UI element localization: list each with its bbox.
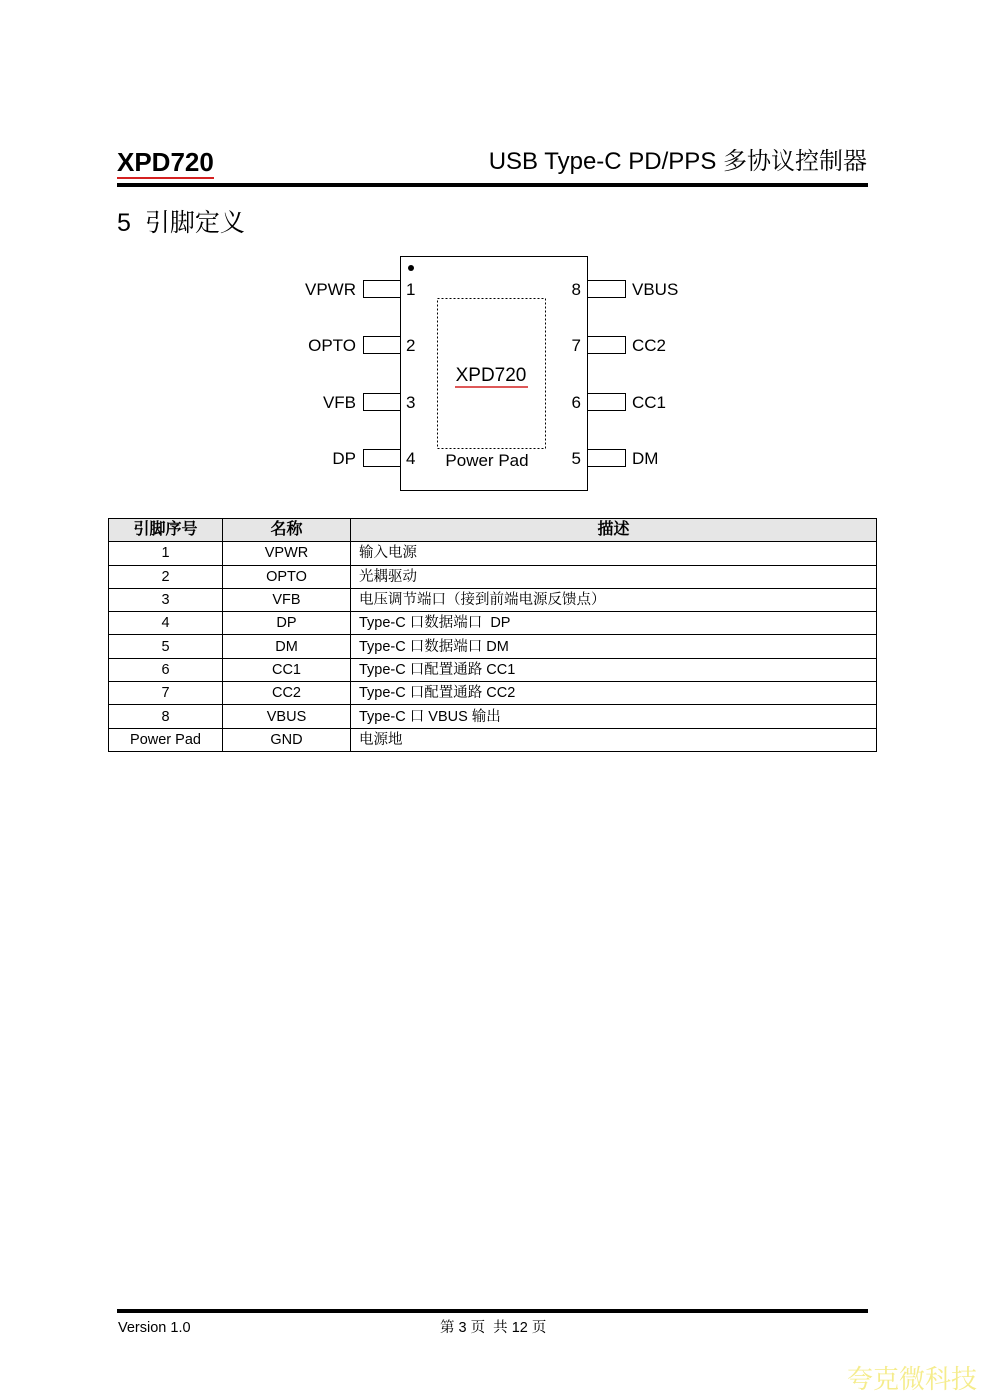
pin-name: CC1 bbox=[632, 393, 667, 412]
watermark: 夸克微科技 bbox=[846, 1364, 977, 1394]
pin-name-cell: VPWR bbox=[223, 542, 351, 565]
pin-description-cell: Type-C 口数据端口 DM bbox=[351, 635, 877, 658]
pin-number-cell: Power Pad bbox=[109, 728, 223, 751]
pin-name-cell: VBUS bbox=[223, 705, 351, 728]
table-row bbox=[109, 658, 877, 681]
pin-lead bbox=[364, 337, 401, 354]
pin-lead bbox=[588, 394, 626, 411]
pin-lead bbox=[588, 450, 626, 467]
table-row bbox=[109, 705, 877, 728]
pin-description-cell: 电源地 bbox=[351, 728, 877, 751]
table-row bbox=[109, 542, 877, 565]
pin-number: 1 bbox=[406, 280, 416, 299]
pin-description-cell: 电压调节端口（接到前端电源反馈点） bbox=[351, 588, 877, 611]
pin-name: DM bbox=[632, 449, 659, 468]
pin-number-cell: 7 bbox=[109, 682, 223, 705]
right-pin-8 bbox=[572, 280, 679, 299]
version-label: Version 1.0 bbox=[118, 1320, 191, 1336]
column-header-description: 描述 bbox=[351, 519, 877, 542]
power-pad-label: Power Pad bbox=[445, 451, 529, 470]
pin-lead bbox=[364, 394, 401, 411]
pin-number: 2 bbox=[406, 336, 416, 355]
table-header-row bbox=[109, 519, 877, 542]
pin-definition-table bbox=[108, 518, 877, 752]
table-row bbox=[109, 565, 877, 588]
pin1-marker-dot bbox=[408, 265, 414, 271]
pin-lead bbox=[588, 281, 626, 298]
pin-number-cell: 2 bbox=[109, 565, 223, 588]
pin-name-cell: DM bbox=[223, 635, 351, 658]
pin-description-cell: Type-C 口配置通路 CC1 bbox=[351, 658, 877, 681]
pin-description-cell: 光耦驱动 bbox=[351, 565, 877, 588]
left-pin-2 bbox=[308, 336, 415, 355]
pin-name: VFB bbox=[322, 393, 356, 412]
pin-number-cell: 6 bbox=[109, 658, 223, 681]
table-row bbox=[109, 635, 877, 658]
table-row bbox=[109, 588, 877, 611]
pin-name: DP bbox=[332, 449, 356, 468]
pin-name: VPWR bbox=[305, 280, 356, 299]
pin-number-cell: 8 bbox=[109, 705, 223, 728]
pin-description-cell: Type-C 口配置通路 CC2 bbox=[351, 682, 877, 705]
section-title: 引脚定义 bbox=[144, 209, 245, 237]
pin-lead bbox=[364, 281, 401, 298]
pin-description-cell: Type-C 口数据端口 DP bbox=[351, 612, 877, 635]
pin-number: 6 bbox=[571, 393, 581, 412]
document-title: USB Type-C PD/PPS 多协议控制器 bbox=[488, 148, 867, 175]
pin-number-cell: 5 bbox=[109, 635, 223, 658]
pin-name-cell: VFB bbox=[223, 588, 351, 611]
pin-number-cell: 1 bbox=[109, 542, 223, 565]
pin-name-cell: DP bbox=[223, 612, 351, 635]
left-pin-1 bbox=[305, 280, 415, 299]
pin-number: 4 bbox=[406, 449, 416, 468]
pin-number-cell: 3 bbox=[109, 588, 223, 611]
column-header-pin-number: 引脚序号 bbox=[109, 519, 223, 542]
pin-name-cell: CC1 bbox=[223, 658, 351, 681]
pinout-diagram bbox=[0, 0, 985, 510]
chip-label: XPD720 bbox=[455, 365, 527, 386]
pin-name-cell: OPTO bbox=[223, 565, 351, 588]
section-number: 5 bbox=[117, 209, 131, 237]
table-row bbox=[109, 612, 877, 635]
pin-description-cell: 输入电源 bbox=[351, 542, 877, 565]
pin-number-cell: 4 bbox=[109, 612, 223, 635]
column-header-name: 名称 bbox=[223, 519, 351, 542]
pin-name-cell: GND bbox=[223, 728, 351, 751]
page-number: 第 3 页 共 12 页 bbox=[440, 1320, 547, 1336]
table-row bbox=[109, 728, 877, 751]
pin-name: VBUS bbox=[632, 280, 679, 299]
pin-lead bbox=[364, 450, 401, 467]
part-number: XPD720 bbox=[117, 147, 214, 177]
pin-number: 8 bbox=[571, 280, 581, 299]
pin-name-cell: CC2 bbox=[223, 682, 351, 705]
pin-number: 5 bbox=[571, 449, 581, 468]
pin-name: CC2 bbox=[632, 336, 667, 355]
pin-number: 3 bbox=[406, 393, 416, 412]
footer-rule bbox=[117, 1309, 868, 1313]
pin-name: OPTO bbox=[308, 336, 356, 355]
pin-lead bbox=[588, 337, 626, 354]
pin-description-cell: Type-C 口 VBUS 输出 bbox=[351, 705, 877, 728]
pin-number: 7 bbox=[571, 336, 581, 355]
table-row bbox=[109, 682, 877, 705]
